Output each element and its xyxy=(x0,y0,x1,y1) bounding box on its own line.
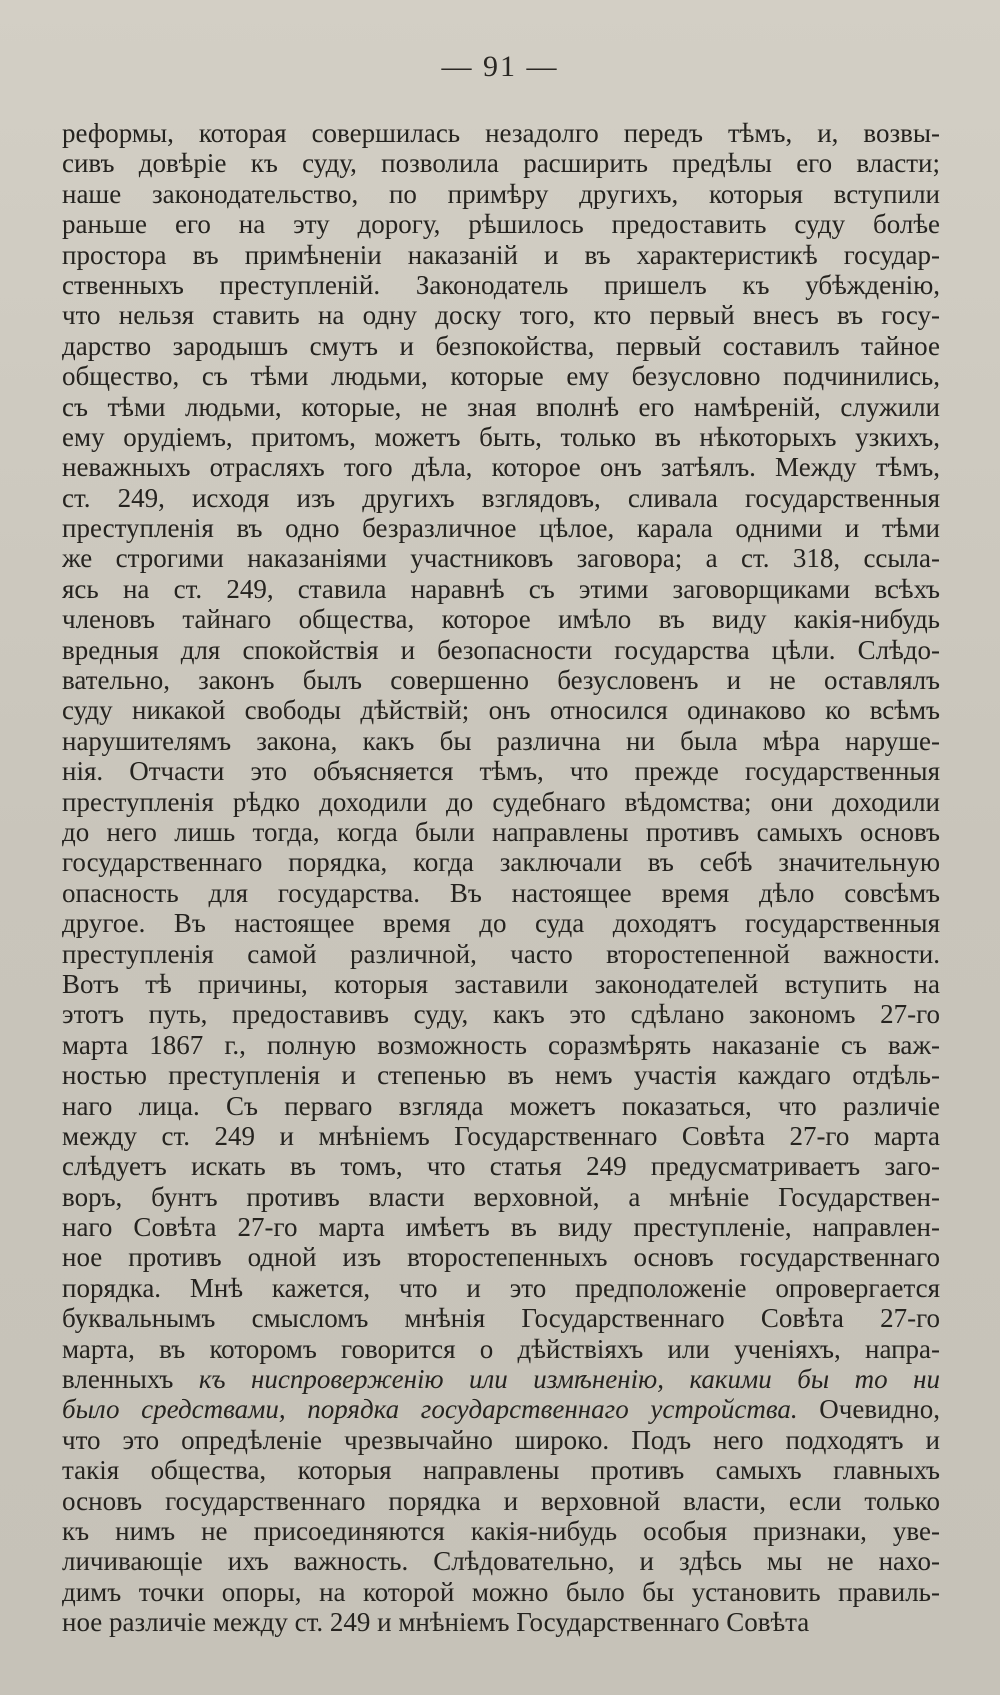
text-segment: димъ точки опоры, на которой можно было бы установить правиль- xyxy=(62,1576,940,1607)
text-segment: что нельзя ставить на одну доску того, кто первый внесъ въ госу- xyxy=(62,300,940,331)
text-segment: ное противъ одной изъ второстепенныхъ основъ государственнаго xyxy=(62,1242,940,1273)
text-segment: раньше его на эту дорогу, рѣшилось предоставить суду болѣе xyxy=(62,209,940,240)
text-line xyxy=(62,543,940,573)
text-line xyxy=(62,1091,940,1121)
text-segment: что это опредѣленіе чрезвычайно широко. Подъ него подходятъ и xyxy=(62,1424,940,1455)
text-line xyxy=(62,878,940,908)
italic-text-segment: было средствами, порядка государственнаго устройства. xyxy=(62,1394,798,1425)
text-line xyxy=(62,392,940,422)
text-line xyxy=(62,1455,940,1485)
text-segment: другое. Въ настоящее время до суда доходятъ государственныя xyxy=(62,908,940,939)
text-segment: воръ, бунтъ противъ власти верховной, а мнѣніе Государствен- xyxy=(62,1181,940,1212)
text-segment: между ст. 249 и мнѣніемъ Государственнаго Совѣта 27-го марта xyxy=(62,1120,940,1151)
text-segment: такія общества, которыя направлены противъ самыхъ главныхъ xyxy=(62,1455,940,1486)
text-segment: ясь на ст. 249, ставила наравнѣ съ этими заговорщиками всѣхъ xyxy=(62,573,940,604)
text-segment: ственныхъ преступленій. Законодатель пришелъ къ убѣжденію, xyxy=(62,269,940,300)
text-segment: основъ государственнаго порядка и верховной власти, если только xyxy=(62,1485,940,1516)
text-segment: буквальнымъ смысломъ мнѣнія Государственнаго Совѣта 27-го xyxy=(62,1303,940,1334)
text-line xyxy=(62,1182,940,1212)
text-segment: преступленія самой различной, часто второстепенной важности. xyxy=(62,938,940,969)
text-segment: къ нимъ не присоединяются какія-нибудь особыя признаки, уве- xyxy=(62,1515,940,1546)
text-segment: суду никакой свободы дѣйствій; онъ относился одинаково ко всѣмъ xyxy=(62,695,940,726)
text-segment: неважныхъ отрасляхъ того дѣла, которое онъ затѣялъ. Между тѣмъ, xyxy=(62,452,940,483)
text-line xyxy=(62,1394,940,1424)
text-line xyxy=(62,1425,940,1455)
text-line xyxy=(62,604,940,634)
page-number: — 91 — xyxy=(441,50,559,83)
text-segment: наше законодательство, по примѣру другихъ, которыя вступили xyxy=(62,178,940,209)
text-segment: преступленія въ одно безразличное цѣлое, карала одними и тѣми xyxy=(62,513,940,544)
text-segment: до него лишь тогда, когда были направлены противъ самыхъ основъ xyxy=(62,816,940,847)
text-line xyxy=(62,148,940,178)
text-line xyxy=(62,665,940,695)
text-segment: ст. 249, исходя изъ другихъ взглядовъ, сливала государственныя xyxy=(62,482,940,513)
text-line xyxy=(62,1334,940,1364)
text-segment: сивъ довѣріе къ суду, позволила расширить предѣлы его власти; xyxy=(62,148,940,179)
text-segment: ностью преступленія и степенью въ немъ участія каждаго отдѣль- xyxy=(62,1060,940,1091)
text-segment: членовъ тайнаго общества, которое имѣло въ виду какія-нибудь xyxy=(62,604,940,635)
text-segment: наго Совѣта 27-го марта имѣетъ въ виду преступленіе, направлен- xyxy=(62,1212,940,1243)
text-line xyxy=(62,999,940,1029)
text-line xyxy=(62,574,940,604)
text-line xyxy=(62,817,940,847)
text-segment: простора въ примѣненіи наказаній и въ характеристикѣ государ- xyxy=(62,239,940,270)
text-line xyxy=(62,1607,940,1637)
text-line xyxy=(62,179,940,209)
text-segment: преступленія рѣдко доходили до судебнаго вѣдомства; они доходили xyxy=(62,786,940,817)
text-segment: государственнаго порядка, когда заключали въ себѣ значительную xyxy=(62,847,940,878)
text-segment: марта 1867 г., полную возможность соразмѣрять наказаніе съ важ- xyxy=(62,1029,940,1060)
text-segment: вательно, законъ былъ совершенно безусловенъ и не оставлялъ xyxy=(62,665,940,696)
text-segment: дарство зародышъ смутъ и безпокойства, первый составилъ тайное xyxy=(62,330,940,361)
text-line xyxy=(62,1242,940,1272)
text-line xyxy=(62,969,940,999)
text-line xyxy=(62,1486,940,1516)
text-line xyxy=(62,847,940,877)
text-line xyxy=(62,1273,940,1303)
text-line xyxy=(62,695,940,725)
text-segment: съ тѣми людьми, которые, не зная вполнѣ его намѣреній, служили xyxy=(62,391,940,422)
text-line xyxy=(62,787,940,817)
text-line xyxy=(62,422,940,452)
italic-text-segment: къ ниспроверженію или измѣненію, какими бы то ни xyxy=(198,1364,940,1395)
text-segment: слѣдуетъ искать въ томъ, что статья 249 предусматриваетъ заго- xyxy=(62,1151,940,1182)
text-segment: нарушителямъ закона, какъ бы различна ни была мѣра наруше- xyxy=(62,725,940,756)
text-line xyxy=(62,635,940,665)
text-segment: марта, въ которомъ говорится о дѣйствіяхъ или ученіяхъ, напра- xyxy=(62,1333,940,1364)
text-segment: вленныхъ xyxy=(62,1364,199,1395)
text-segment: наго лица. Съ перваго взгляда можетъ показаться, что различіе xyxy=(62,1090,940,1121)
text-line xyxy=(62,1060,940,1090)
text-line xyxy=(62,452,940,482)
text-segment: Вотъ тѣ причины, которыя заставили законодателей вступить на xyxy=(62,968,940,999)
text-line xyxy=(62,1516,940,1546)
body-text xyxy=(62,118,940,1638)
text-segment: нія. Отчасти это объясняется тѣмъ, что прежде государственныя xyxy=(62,756,940,787)
text-segment: общество, съ тѣми людьми, которые ему безусловно подчинились, xyxy=(62,361,940,392)
text-segment: Очевидно, xyxy=(797,1394,940,1425)
text-segment: порядка. Мнѣ кажется, что и это предположеніе опровергается xyxy=(62,1272,940,1303)
text-segment: ему орудіемъ, притомъ, можетъ быть, только въ нѣкоторыхъ узкихъ, xyxy=(62,421,940,452)
text-line xyxy=(62,1303,940,1333)
text-line xyxy=(62,270,940,300)
text-line xyxy=(62,513,940,543)
text-line xyxy=(62,1030,940,1060)
text-segment: вредныя для спокойствія и безопасности государства цѣли. Слѣдо- xyxy=(62,634,940,665)
text-segment: ное различіе между ст. 249 и мнѣніемъ Государственнаго Совѣта xyxy=(62,1607,810,1638)
text-line xyxy=(62,1546,940,1576)
text-line xyxy=(62,1151,940,1181)
text-line xyxy=(62,331,940,361)
text-segment: реформы, которая совершилась незадолго передъ тѣмъ, и, возвы- xyxy=(62,118,940,148)
text-line xyxy=(62,209,940,239)
text-line xyxy=(62,300,940,330)
text-line xyxy=(62,1121,940,1151)
text-line xyxy=(62,726,940,756)
text-line xyxy=(62,240,940,270)
text-line xyxy=(62,1364,940,1394)
text-line xyxy=(62,118,940,148)
text-line xyxy=(62,756,940,786)
text-line xyxy=(62,1577,940,1607)
text-line xyxy=(62,939,940,969)
text-line xyxy=(62,1212,940,1242)
text-segment: личивающіе ихъ важность. Слѣдовательно, и здѣсь мы не нахо- xyxy=(62,1546,940,1577)
text-segment: же строгими наказаніями участниковъ заговора; а ст. 318, ссыла- xyxy=(62,543,940,574)
text-segment: опасность для государства. Въ настоящее время дѣло совсѣмъ xyxy=(62,877,940,908)
text-segment: этотъ путь, предоставивъ суду, какъ это сдѣлано закономъ 27-го xyxy=(62,999,940,1030)
text-line xyxy=(62,361,940,391)
text-line xyxy=(62,483,940,513)
text-line xyxy=(62,908,940,938)
